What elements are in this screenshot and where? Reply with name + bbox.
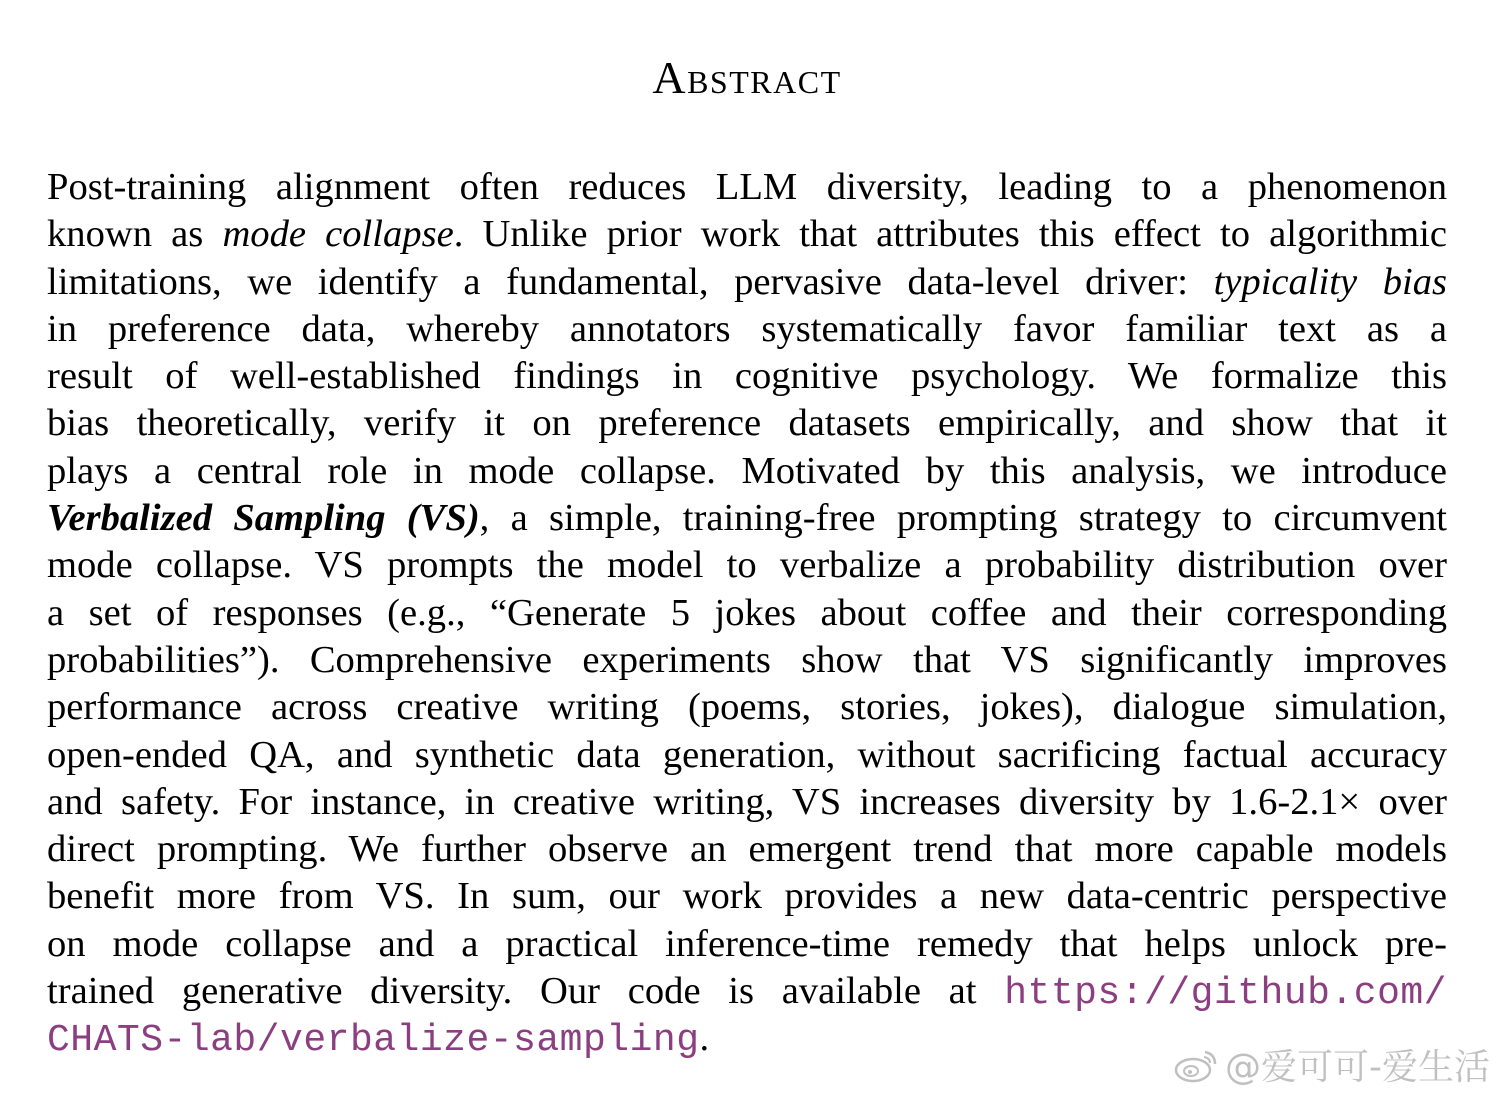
weibo-icon [1173, 1046, 1219, 1084]
abstract-text: mode collapse. VS prompts the model to verbalize a probability distribution over [47, 544, 1447, 587]
method-name: Verbalized Sampling (VS) [47, 497, 480, 540]
abstract-line [47, 826, 1447, 873]
abstract-line [47, 779, 1447, 826]
abstract-text: . Unlike prior work that attributes this effect to algorithmic [453, 213, 1447, 256]
abstract-text: known as [47, 213, 223, 256]
code-url-link[interactable]: CHATS-lab/verbalize-sampling [47, 1019, 700, 1063]
abstract-line [47, 400, 1447, 447]
abstract-line [47, 542, 1447, 589]
emphasis-term: mode collapse [222, 213, 454, 256]
abstract-line [47, 732, 1447, 779]
abstract-line [47, 968, 1447, 1015]
abstract-text: bias theoretically, verify it on preference datasets empirically, and show that it [47, 402, 1447, 445]
abstract-body [47, 164, 1447, 1063]
abstract-line [47, 164, 1447, 211]
abstract-line [47, 637, 1447, 684]
abstract-text: performance across creative writing (poems, stories, jokes), dialogue simulation, [47, 686, 1447, 729]
abstract-text: plays a central role in mode collapse. Motivated by this analysis, we introduce [47, 449, 1447, 492]
abstract-text: . [699, 1017, 710, 1060]
abstract-text: open-ended QA, and synthetic data generation, without sacrificing factual accuracy [47, 733, 1447, 776]
abstract-line [47, 921, 1447, 968]
abstract-text: on mode collapse and a practical inference-time remedy that helps unlock pre- [47, 922, 1447, 965]
abstract-line [47, 873, 1447, 920]
emphasis-term: typicality bias [1213, 260, 1448, 303]
watermark [1173, 1039, 1490, 1090]
abstract-text: , a simple, training-free prompting strategy to circumvent [479, 497, 1447, 540]
abstract-text: Post-training alignment often reduces LLM diversity, leading to a phenomenon [47, 166, 1447, 208]
abstract-text: a set of responses (e.g., “Generate 5 jokes about coffee and their corresponding [47, 591, 1447, 634]
abstract-text: probabilities”). Comprehensive experiments show that VS significantly improves [47, 638, 1447, 681]
abstract-line [47, 448, 1447, 495]
abstract-line [47, 353, 1447, 400]
abstract-line [47, 684, 1447, 731]
watermark-text: @爱可可-爱生活 [1225, 1047, 1490, 1088]
abstract-text: trained generative diversity. Our code is available at [47, 970, 1005, 1013]
abstract-line [47, 590, 1447, 637]
abstract-line [47, 211, 1447, 258]
abstract-heading: Abstract [652, 52, 842, 103]
code-url-link[interactable]: https://github.com/ [1004, 972, 1447, 1016]
abstract-text: direct prompting. We further observe an emergent trend that more capable models [47, 828, 1447, 871]
abstract-line [47, 259, 1447, 306]
abstract-text: benefit more from VS. In sum, our work provides a new data-centric perspective [47, 875, 1447, 918]
abstract-line [47, 495, 1447, 542]
abstract-text: limitations, we identify a fundamental, pervasive data-level driver: [47, 260, 1214, 303]
abstract-line [47, 306, 1447, 353]
abstract-text: result of well-established findings in cognitive psychology. We formalize this [47, 355, 1447, 398]
abstract-text: in preference data, whereby annotators systematically favor familiar text as a [47, 307, 1447, 350]
abstract-text: and safety. For instance, in creative writing, VS increases diversity by 1.6-2.1× over [47, 780, 1447, 823]
